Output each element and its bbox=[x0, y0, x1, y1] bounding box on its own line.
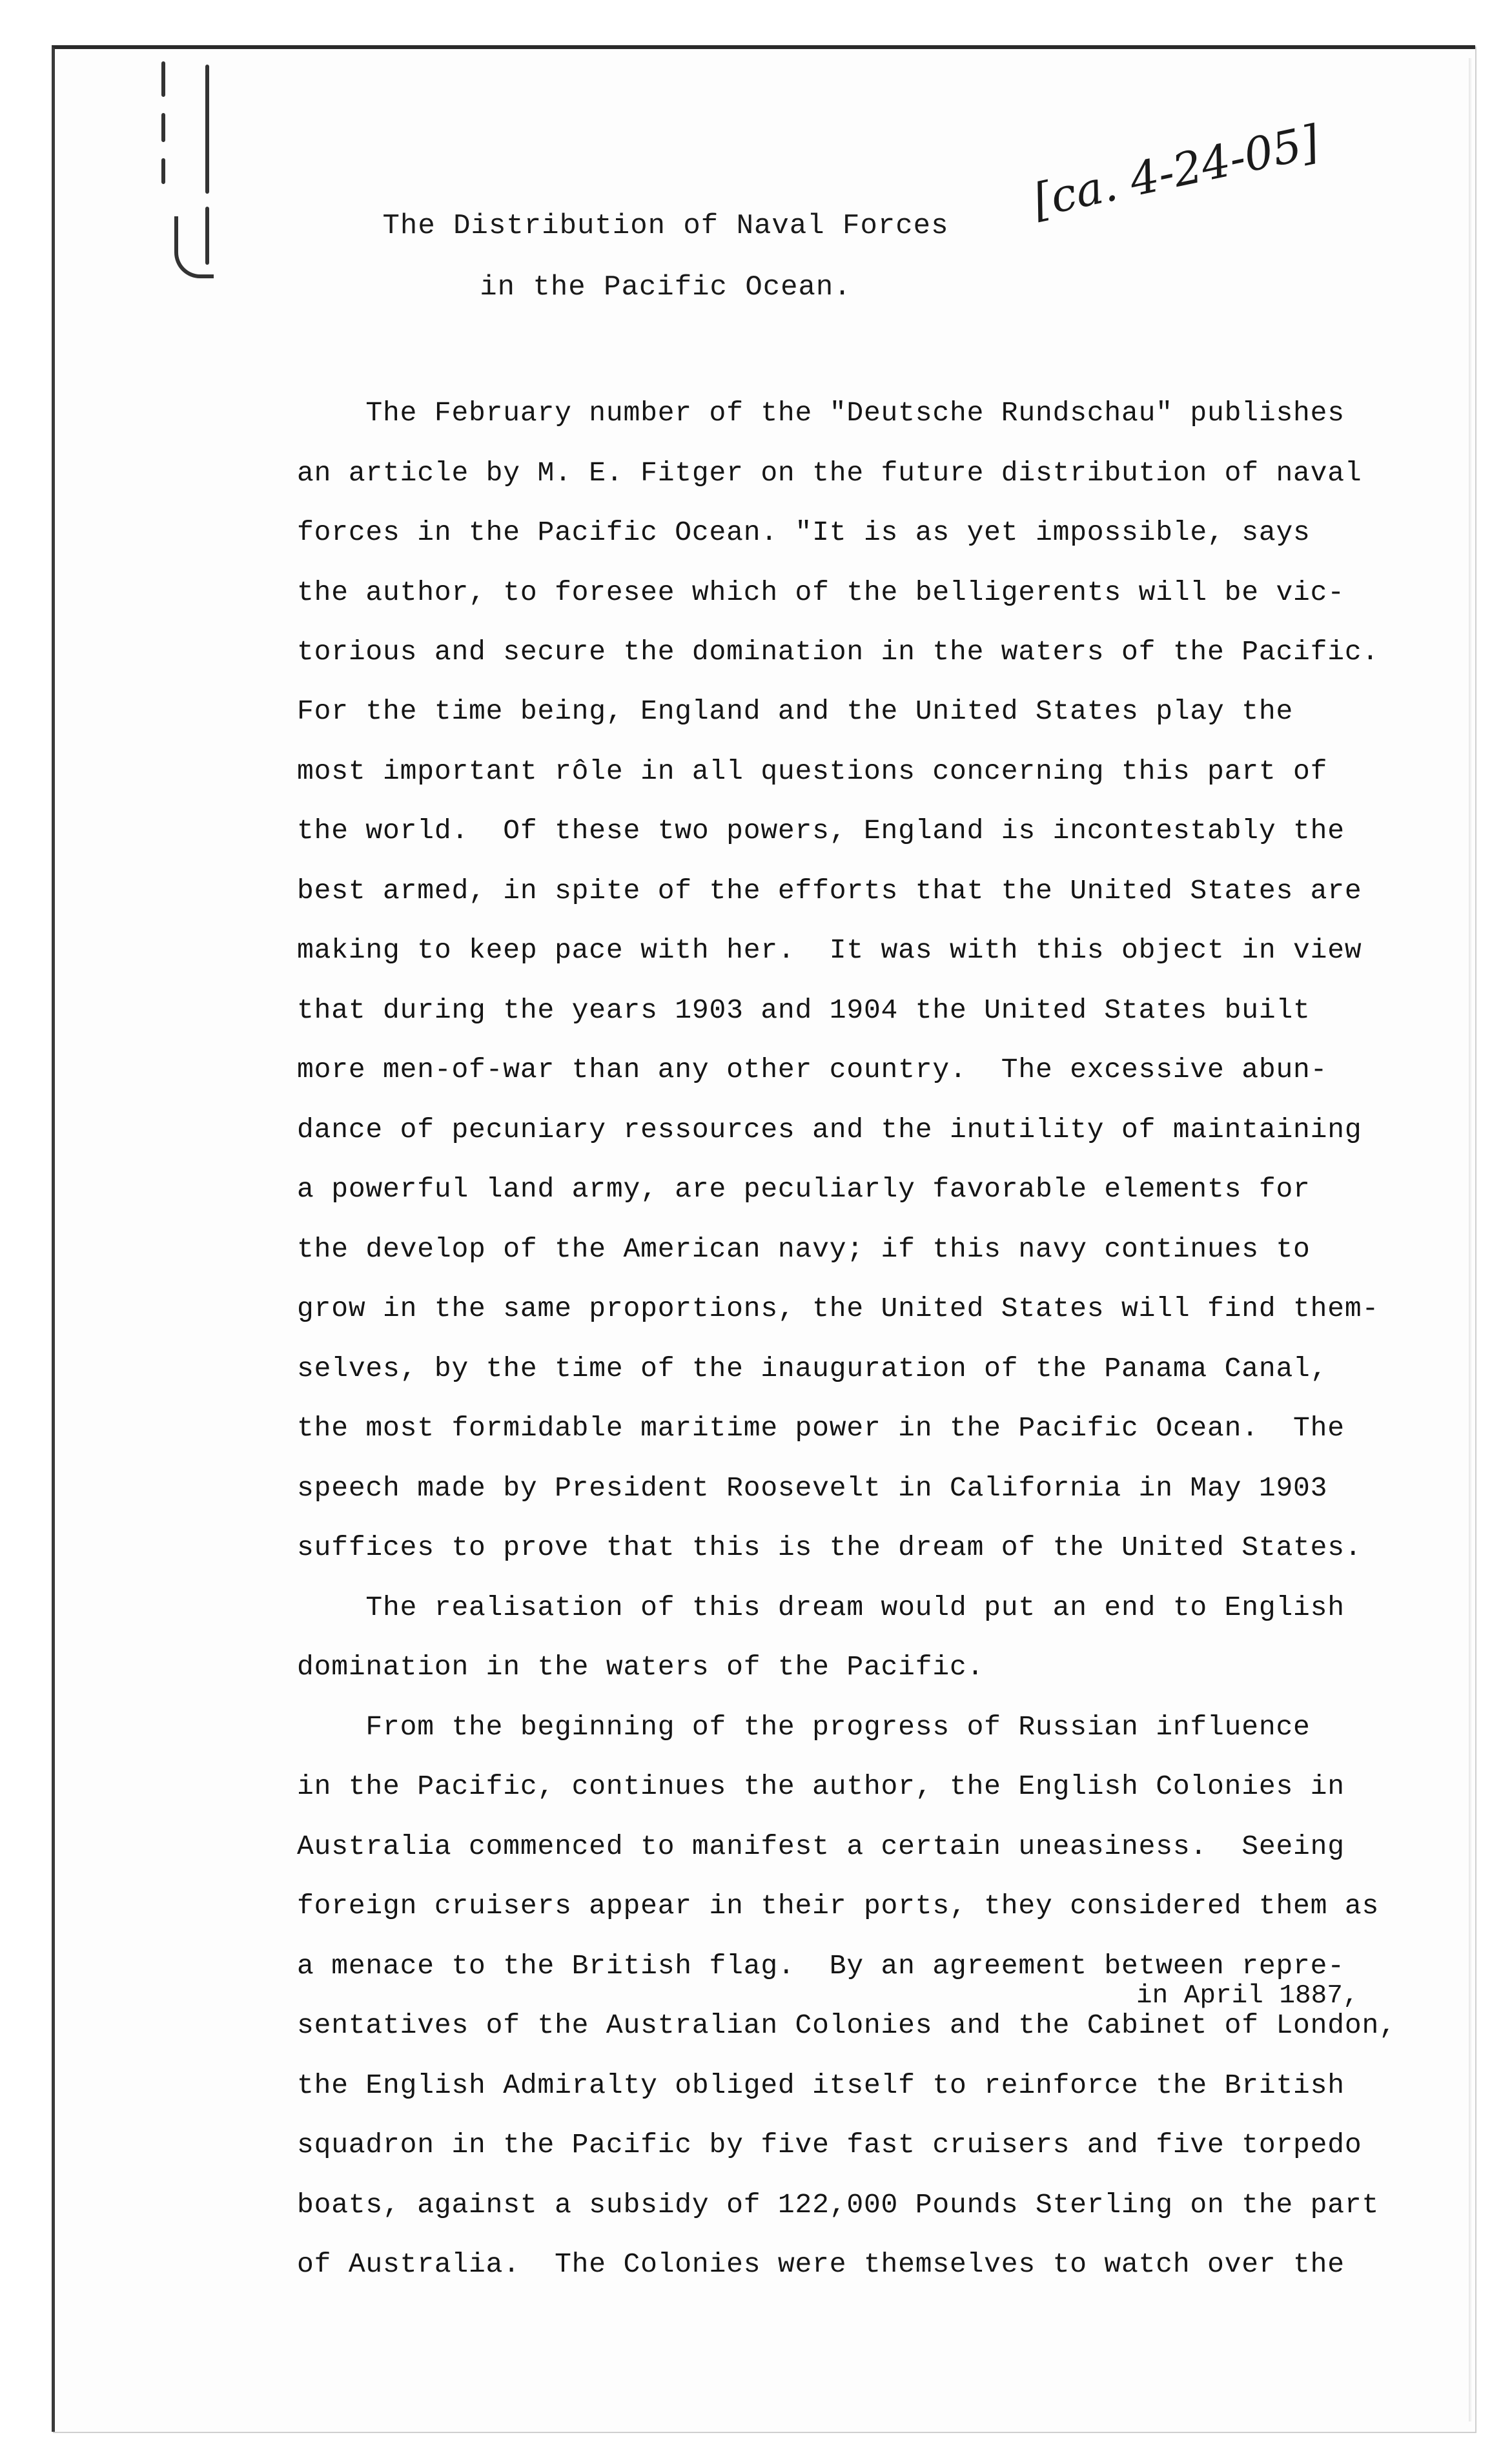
body-line: selves, by the time of the inauguration of the Panama Canal, bbox=[297, 1353, 1328, 1384]
binding-mark bbox=[161, 158, 165, 184]
body-line: grow in the same proportions, the United States will find them- bbox=[297, 1293, 1380, 1324]
body-line: torious and secure the domination in the waters of the Pacific. bbox=[297, 636, 1380, 668]
binding-mark bbox=[205, 65, 209, 194]
body-line: dance of pecuniary ressources and the inutility of maintaining bbox=[297, 1114, 1362, 1146]
binding-mark bbox=[161, 61, 165, 97]
body-line: a menace to the British flag. By an agreement between repre- bbox=[297, 1950, 1345, 1982]
body-line: foreign cruisers appear in their ports, they considered them as bbox=[297, 1890, 1380, 1922]
body-line: forces in the Pacific Ocean. "It is as yet impossible, says bbox=[297, 517, 1311, 548]
body-line: boats, against a subsidy of 122,000 Pounds Sterling on the part bbox=[297, 2189, 1380, 2221]
body-line: making to keep pace with her. It was with this object in view bbox=[297, 934, 1362, 966]
body-line: that during the years 1903 and 1904 the United States built bbox=[297, 994, 1311, 1026]
handwritten-date-annotation: [ca. 4-24-05] bbox=[1028, 115, 1324, 227]
body-line: the develop of the American navy; if this navy continues to bbox=[297, 1233, 1311, 1265]
body-line: suffices to prove that this is the dream of the United States. bbox=[297, 1532, 1362, 1563]
body-line: The February number of the "Deutsche Rundschau" publishes bbox=[297, 397, 1345, 429]
body-line: in the Pacific, continues the author, the English Colonies in bbox=[297, 1771, 1345, 1802]
body-line: most important rôle in all questions concerning this part of bbox=[297, 755, 1328, 787]
body-line: The realisation of this dream would put an end to English bbox=[297, 1592, 1345, 1623]
body-line: From the beginning of the progress of Russian influence bbox=[297, 1711, 1311, 1743]
page-edge bbox=[1469, 58, 1473, 2421]
body-line: the world. Of these two powers, England is incontestably the bbox=[297, 815, 1345, 847]
body-line: speech made by President Roosevelt in California in May 1903 bbox=[297, 1472, 1328, 1504]
body-line: the most formidable maritime power in the Pacific Ocean. The bbox=[297, 1412, 1345, 1444]
body-line: squadron in the Pacific by five fast cruisers and five torpedo bbox=[297, 2129, 1362, 2161]
body-line: best armed, in spite of the efforts that the United States are bbox=[297, 875, 1362, 907]
binding-mark bbox=[161, 113, 165, 142]
body-line: a powerful land army, are peculiarly favorable elements for bbox=[297, 1173, 1311, 1205]
body-line: Australia commenced to manifest a certain uneasiness. Seeing bbox=[297, 1831, 1345, 1862]
body-line: more men-of-war than any other country. The excessive abun- bbox=[297, 1054, 1328, 1085]
body-line: of Australia. The Colonies were themselves to watch over the bbox=[297, 2248, 1345, 2280]
body-line: sentatives of the Australian Colonies and the Cabinet of London, bbox=[297, 2009, 1396, 2041]
document-title-line-2: in the Pacific Ocean. bbox=[480, 271, 852, 303]
body-line: For the time being, England and the United States play the bbox=[297, 695, 1294, 727]
body-line: the English Admiralty obliged itself to reinforce the British bbox=[297, 2070, 1345, 2101]
body-line: domination in the waters of the Pacific. bbox=[297, 1651, 985, 1683]
body-line: an article by M. E. Fitger on the future distribution of naval bbox=[297, 457, 1362, 489]
document-title-line-1: The Distribution of Naval Forces bbox=[382, 210, 949, 242]
body-line: the author, to foresee which of the belligerents will be vic- bbox=[297, 577, 1345, 608]
interlinear-insertion: in April 1887, bbox=[1136, 1981, 1359, 2011]
